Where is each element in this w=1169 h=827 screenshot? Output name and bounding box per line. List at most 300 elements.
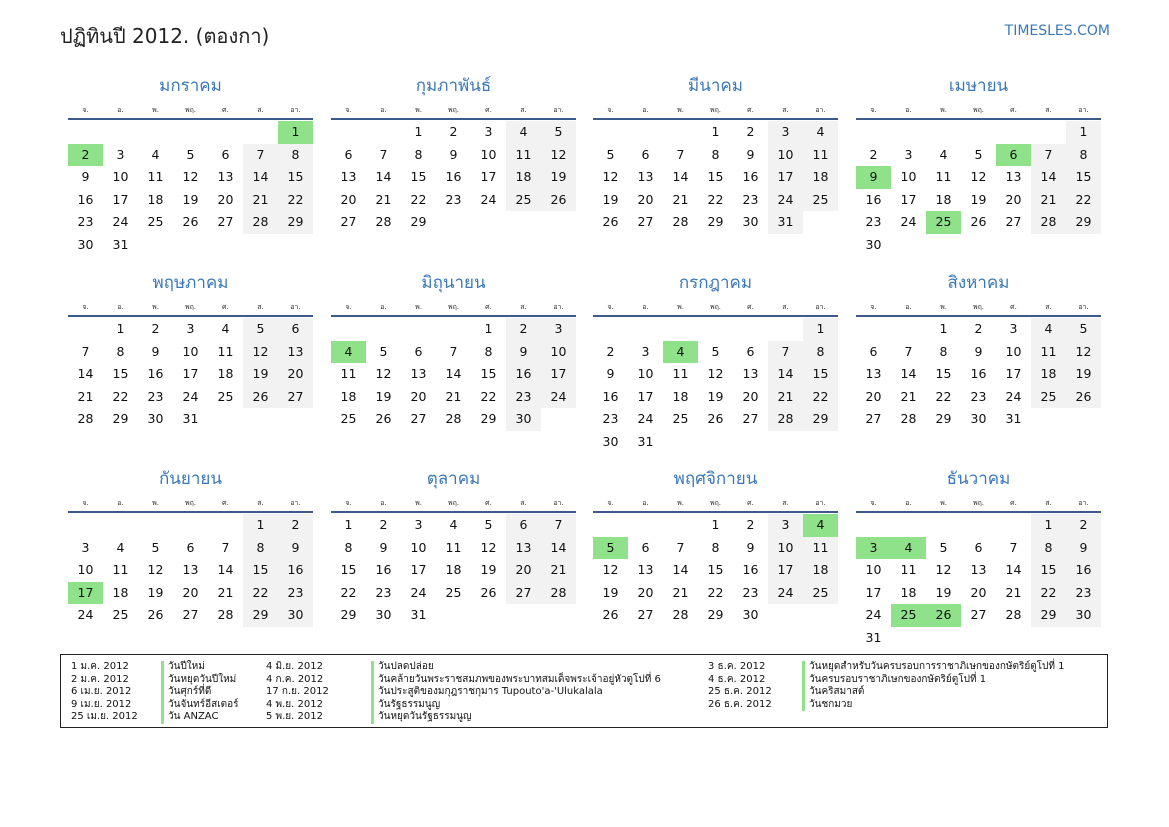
holiday-date: 9 เม.ย. 2012 (71, 698, 132, 710)
holiday-date: 1 ม.ค. 2012 (71, 661, 129, 672)
day-cell: 9 (449, 146, 458, 162)
weekday-label: พ. (415, 106, 422, 114)
day-cell: 23 (77, 214, 94, 229)
day-cell: 31 (637, 433, 654, 449)
day-cell: 25 (803, 582, 838, 605)
day-cell: 2 (746, 517, 755, 532)
day-cell: 12 (480, 539, 497, 555)
day-cell: 21 (541, 559, 576, 582)
day-cell: 3 (81, 539, 90, 555)
page-title: ปฏิทินปี 2012. (ตองกา) (60, 24, 270, 48)
day-cell: 10 (480, 146, 497, 162)
day-cell: 14 (77, 366, 94, 381)
weekday-label: พฤ. (709, 499, 722, 507)
day-cell: 31 (182, 411, 199, 426)
day-cell: 19 (243, 363, 278, 386)
day-cell: 14 (445, 366, 462, 381)
holiday-day-cell: 5 (593, 537, 628, 560)
day-cell: 1 (243, 514, 278, 537)
day-cell: 14 (1005, 562, 1022, 577)
day-cell: 8 (278, 144, 313, 167)
month-calendar (856, 463, 1101, 653)
weekday-label: จ. (345, 499, 352, 507)
day-cell: 30 (506, 408, 541, 431)
day-cell: 31 (1005, 411, 1022, 426)
month-calendar (593, 70, 838, 260)
day-cell: 19 (375, 388, 392, 404)
holiday-name: วันครบรอบราชาภิเษกของกษัตริย์ตูโปที่ 1 (802, 674, 986, 687)
day-cell: 7 (449, 343, 458, 359)
holiday-day-cell: 9 (856, 166, 891, 189)
day-cell: 1 (414, 124, 423, 139)
holiday-date: 4 มิ.ย. 2012 (266, 661, 323, 672)
holiday-day-cell: 2 (68, 144, 103, 167)
weekday-label: จ. (345, 303, 352, 311)
weekday-label: พ. (152, 106, 159, 114)
day-cell: 19 (182, 191, 199, 207)
day-cell: 24 (77, 607, 94, 622)
weekday-label: ส. (257, 303, 264, 311)
day-cell: 21 (672, 584, 689, 600)
day-cell: 2 (974, 321, 983, 336)
day-cell: 18 (935, 191, 952, 207)
weekday-label: อา. (815, 303, 826, 311)
weekday-label: ศ. (222, 106, 229, 114)
day-cell: 11 (803, 144, 838, 167)
day-cell: 7 (676, 146, 685, 162)
month-calendar (68, 70, 313, 260)
month-calendar (856, 70, 1101, 260)
weekday-label: อ. (380, 499, 387, 507)
day-cell: 10 (900, 169, 917, 184)
month-calendar (593, 463, 838, 653)
day-cell: 19 (602, 584, 619, 600)
day-cell: 30 (77, 236, 94, 252)
month-name: ธันวาคม (946, 469, 1011, 489)
day-cell: 5 (379, 343, 388, 359)
day-cell: 5 (484, 517, 493, 532)
weekday-label: อ. (642, 106, 649, 114)
holiday-day-cell: 3 (856, 537, 891, 560)
day-cell: 17 (112, 191, 129, 207)
day-cell: 24 (1005, 388, 1022, 404)
day-cell: 2 (278, 514, 313, 537)
day-cell: 20 (970, 584, 987, 600)
day-cell: 25 (672, 411, 689, 426)
day-cell: 15 (935, 366, 952, 381)
day-cell: 17 (1005, 366, 1022, 381)
day-cell: 30 (147, 411, 164, 426)
day-cell: 29 (278, 211, 313, 234)
day-cell: 24 (541, 386, 576, 409)
weekday-label: ส. (1045, 106, 1052, 114)
weekday-label: พ. (940, 303, 947, 311)
day-cell: 4 (116, 539, 125, 555)
day-cell: 18 (340, 388, 357, 404)
day-cell: 22 (1066, 189, 1101, 212)
day-cell: 18 (1031, 363, 1066, 386)
day-cell: 2 (1066, 514, 1101, 537)
day-cell: 13 (217, 169, 234, 184)
day-cell: 5 (974, 146, 983, 162)
day-cell: 13 (637, 169, 654, 184)
day-cell: 23 (742, 584, 759, 600)
day-cell: 6 (641, 539, 650, 555)
site-link[interactable]: TIMESLES.COM (1004, 23, 1110, 39)
header-divider (593, 118, 838, 120)
weekday-label: พ. (940, 106, 947, 114)
day-cell: 24 (865, 607, 882, 622)
day-cell: 25 (506, 189, 541, 212)
day-cell: 7 (221, 539, 230, 555)
holiday-date: 4 ธ.ค. 2012 (708, 673, 766, 685)
weekday-label: พฤ. (709, 303, 722, 311)
day-cell: 14 (1031, 166, 1066, 189)
day-cell: 27 (742, 411, 759, 426)
weekday-label: อ. (117, 303, 124, 311)
day-cell: 13 (182, 562, 199, 577)
holiday-day-cell: 4 (803, 514, 838, 537)
day-cell: 18 (147, 191, 164, 207)
day-cell: 15 (243, 559, 278, 582)
day-cell: 9 (278, 537, 313, 560)
day-cell: 14 (768, 363, 803, 386)
day-cell: 16 (970, 366, 987, 381)
day-cell: 11 (803, 537, 838, 560)
day-cell: 21 (1005, 584, 1022, 600)
month-name: กุมภาพันธ์ (415, 76, 492, 96)
weekday-label: ส. (257, 106, 264, 114)
weekday-label: อา. (553, 499, 564, 507)
month-calendar (331, 70, 576, 260)
weekday-label: พ. (677, 106, 684, 114)
day-cell: 8 (243, 537, 278, 560)
month-name: มีนาคม (688, 76, 743, 96)
weekday-label: จ. (870, 499, 877, 507)
weekday-label: ส. (520, 499, 527, 507)
weekday-label: อา. (290, 303, 301, 311)
day-cell: 17 (865, 584, 882, 600)
weekday-label: อา. (815, 499, 826, 507)
weekday-label: พฤ. (447, 303, 460, 311)
day-cell: 3 (768, 121, 803, 144)
day-cell: 14 (243, 166, 278, 189)
day-cell: 15 (112, 366, 129, 381)
header-divider (593, 511, 838, 513)
day-cell: 4 (939, 146, 948, 162)
day-cell: 8 (414, 146, 423, 162)
day-cell: 9 (746, 146, 755, 162)
day-cell: 11 (217, 343, 234, 359)
day-cell: 12 (243, 341, 278, 364)
day-cell: 20 (278, 363, 313, 386)
day-cell: 16 (865, 191, 882, 207)
header-divider (331, 511, 576, 513)
day-cell: 4 (221, 321, 230, 336)
day-cell: 2 (449, 124, 458, 139)
holiday-day-cell: 4 (891, 537, 926, 560)
day-cell: 30 (602, 433, 619, 449)
day-cell: 1 (803, 318, 838, 341)
day-cell: 23 (865, 214, 882, 229)
day-cell: 25 (147, 214, 164, 229)
day-cell: 31 (410, 607, 427, 622)
weekday-label: พฤ. (972, 499, 985, 507)
day-cell: 8 (803, 341, 838, 364)
day-cell: 15 (707, 169, 724, 184)
day-cell: 20 (217, 191, 234, 207)
day-cell: 4 (151, 146, 160, 162)
weekday-label: พฤ. (447, 499, 460, 507)
weekday-label: พฤ. (184, 106, 197, 114)
weekday-label: อ. (642, 499, 649, 507)
header-divider (856, 511, 1101, 513)
header-divider (68, 118, 313, 120)
day-cell: 19 (147, 584, 164, 600)
day-cell: 17 (410, 562, 427, 577)
holiday-date: 5 พ.ย. 2012 (266, 711, 323, 722)
weekday-label: อ. (642, 303, 649, 311)
holiday-name: วันคล้ายวันพระราชสมภพของพระบาทสมเด็จพระเจ้าอยู่หัวตูโปที่ 6 (371, 674, 661, 687)
day-cell: 2 (869, 146, 878, 162)
day-cell: 13 (970, 562, 987, 577)
day-cell: 6 (414, 343, 423, 359)
day-cell: 13 (410, 366, 427, 381)
day-cell: 10 (1005, 343, 1022, 359)
weekday-label: ศ. (485, 499, 492, 507)
day-cell: 17 (637, 388, 654, 404)
weekday-label: อ. (905, 499, 912, 507)
day-cell: 1 (344, 517, 353, 532)
weekday-label: ส. (1045, 303, 1052, 311)
weekday-label: จ. (870, 106, 877, 114)
holiday-name: วันหยุดวันรัฐธรรมนูญ (371, 711, 472, 724)
day-cell: 22 (340, 584, 357, 600)
day-cell: 19 (970, 191, 987, 207)
weekday-label: อ. (117, 106, 124, 114)
day-cell: 3 (414, 517, 423, 532)
weekday-label: อ. (380, 106, 387, 114)
day-cell: 14 (672, 562, 689, 577)
day-cell: 20 (182, 584, 199, 600)
day-cell: 12 (707, 366, 724, 381)
day-cell: 25 (1031, 386, 1066, 409)
holiday-name: วันหยุดสำหรับวันครบรอบการราชาภิเษกของกษัตริย์ตูโปที่ 1 (802, 661, 1065, 674)
day-cell: 5 (939, 539, 948, 555)
month-name: สิงหาคม (947, 273, 1010, 293)
day-cell: 16 (77, 191, 94, 207)
day-cell: 27 (637, 214, 654, 229)
holiday-legend (60, 654, 1108, 728)
month-name: กรกฎาคม (678, 273, 753, 293)
day-cell: 22 (707, 584, 724, 600)
weekday-label: พฤ. (709, 106, 722, 114)
day-cell: 1 (711, 124, 720, 139)
day-cell: 30 (742, 607, 759, 622)
day-cell: 10 (182, 343, 199, 359)
day-cell: 14 (900, 366, 917, 381)
day-cell: 27 (182, 607, 199, 622)
day-cell: 11 (147, 169, 164, 184)
day-cell: 11 (900, 562, 917, 577)
holiday-date: 26 ธ.ค. 2012 (708, 698, 772, 710)
day-cell: 13 (278, 341, 313, 364)
weekday-label: จ. (607, 499, 614, 507)
weekday-label: ศ. (747, 303, 754, 311)
day-cell: 9 (506, 341, 541, 364)
day-cell: 5 (186, 146, 195, 162)
weekday-label: พ. (940, 499, 947, 507)
day-cell: 28 (1031, 211, 1066, 234)
day-cell: 1 (1066, 121, 1101, 144)
header-divider (593, 315, 838, 317)
day-cell: 23 (506, 386, 541, 409)
day-cell: 9 (1066, 537, 1101, 560)
month-calendar (68, 267, 313, 457)
day-cell: 18 (217, 366, 234, 381)
day-cell: 29 (707, 607, 724, 622)
day-cell: 8 (344, 539, 353, 555)
day-cell: 1 (116, 321, 125, 336)
day-cell: 21 (243, 189, 278, 212)
weekday-label: พ. (415, 303, 422, 311)
day-cell: 28 (541, 582, 576, 605)
day-cell: 23 (602, 411, 619, 426)
day-cell: 1 (484, 321, 493, 336)
day-cell: 16 (375, 562, 392, 577)
day-cell: 22 (243, 582, 278, 605)
weekday-label: ส. (257, 499, 264, 507)
day-cell: 19 (602, 191, 619, 207)
weekday-label: อา. (553, 106, 564, 114)
day-cell: 29 (480, 411, 497, 426)
day-cell: 25 (445, 584, 462, 600)
day-cell: 10 (410, 539, 427, 555)
header-divider (68, 315, 313, 317)
day-cell: 12 (1066, 341, 1101, 364)
day-cell: 18 (445, 562, 462, 577)
header-divider (331, 315, 576, 317)
weekday-label: จ. (345, 106, 352, 114)
month-name: เมษายน (948, 76, 1009, 96)
weekday-label: จ. (82, 499, 89, 507)
day-cell: 21 (375, 191, 392, 207)
holiday-date: 6 เม.ย. 2012 (71, 686, 132, 697)
weekday-label: อ. (905, 106, 912, 114)
day-cell: 3 (904, 146, 913, 162)
day-cell: 20 (410, 388, 427, 404)
day-cell: 15 (410, 169, 427, 184)
day-cell: 9 (81, 169, 90, 184)
day-cell: 3 (116, 146, 125, 162)
day-cell: 12 (375, 366, 392, 381)
holiday-day-cell: 4 (331, 341, 366, 364)
day-cell: 22 (410, 191, 427, 207)
day-cell: 3 (186, 321, 195, 336)
day-cell: 14 (672, 169, 689, 184)
day-cell: 15 (278, 166, 313, 189)
holiday-name: วันชกมวย (802, 699, 852, 712)
day-cell: 21 (900, 388, 917, 404)
day-cell: 6 (506, 514, 541, 537)
day-cell: 10 (865, 562, 882, 577)
weekday-label: ศ. (485, 303, 492, 311)
weekday-label: ศ. (222, 303, 229, 311)
holiday-name: วันประสูติของมกุฎราชกุมาร Tupouto'a-'Ulukalala (371, 686, 603, 699)
weekday-label: พฤ. (972, 303, 985, 311)
weekday-label: ส. (782, 499, 789, 507)
day-cell: 1 (711, 517, 720, 532)
day-cell: 30 (278, 604, 313, 627)
day-cell: 29 (1066, 211, 1101, 234)
day-cell: 2 (151, 321, 160, 336)
day-cell: 24 (480, 191, 497, 207)
day-cell: 1 (1031, 514, 1066, 537)
day-cell: 17 (900, 191, 917, 207)
day-cell: 23 (375, 584, 392, 600)
day-cell: 18 (803, 559, 838, 582)
day-cell: 27 (340, 214, 357, 229)
day-cell: 17 (768, 166, 803, 189)
day-cell: 31 (768, 211, 803, 234)
day-cell: 8 (711, 539, 720, 555)
day-cell: 5 (1066, 318, 1101, 341)
month-name: พฤษภาคม (152, 273, 229, 293)
day-cell: 15 (340, 562, 357, 577)
weekday-label: ศ. (1010, 106, 1017, 114)
day-cell: 7 (1009, 539, 1018, 555)
day-cell: 11 (445, 539, 462, 555)
day-cell: 5 (541, 121, 576, 144)
day-cell: 6 (186, 539, 195, 555)
month-name: มกราคม (159, 76, 222, 96)
day-cell: 5 (606, 146, 615, 162)
day-cell: 12 (602, 562, 619, 577)
holiday-name: วันศุกร์ที่ดี (161, 686, 211, 699)
day-cell: 13 (1005, 169, 1022, 184)
day-cell: 29 (935, 411, 952, 426)
day-cell: 15 (1066, 166, 1101, 189)
day-cell: 23 (742, 191, 759, 207)
day-cell: 10 (768, 144, 803, 167)
holiday-day-cell: 25 (891, 604, 926, 627)
day-cell: 21 (217, 584, 234, 600)
day-cell: 4 (803, 121, 838, 144)
day-cell: 10 (768, 537, 803, 560)
day-cell: 9 (974, 343, 983, 359)
day-cell: 22 (480, 388, 497, 404)
day-cell: 7 (904, 343, 913, 359)
day-cell: 29 (707, 214, 724, 229)
day-cell: 12 (935, 562, 952, 577)
day-cell: 4 (1031, 318, 1066, 341)
month-calendar (331, 267, 576, 457)
holiday-day-cell: 25 (926, 211, 961, 234)
day-cell: 15 (707, 562, 724, 577)
weekday-label: อา. (1078, 499, 1089, 507)
day-cell: 11 (1031, 341, 1066, 364)
day-cell: 13 (637, 562, 654, 577)
weekday-label: ส. (520, 106, 527, 114)
header-divider (856, 315, 1101, 317)
day-cell: 8 (116, 343, 125, 359)
day-cell: 23 (278, 582, 313, 605)
day-cell: 26 (243, 386, 278, 409)
day-cell: 16 (1066, 559, 1101, 582)
weekday-label: ส. (782, 106, 789, 114)
weekday-label: พ. (152, 499, 159, 507)
weekday-label: อา. (553, 303, 564, 311)
